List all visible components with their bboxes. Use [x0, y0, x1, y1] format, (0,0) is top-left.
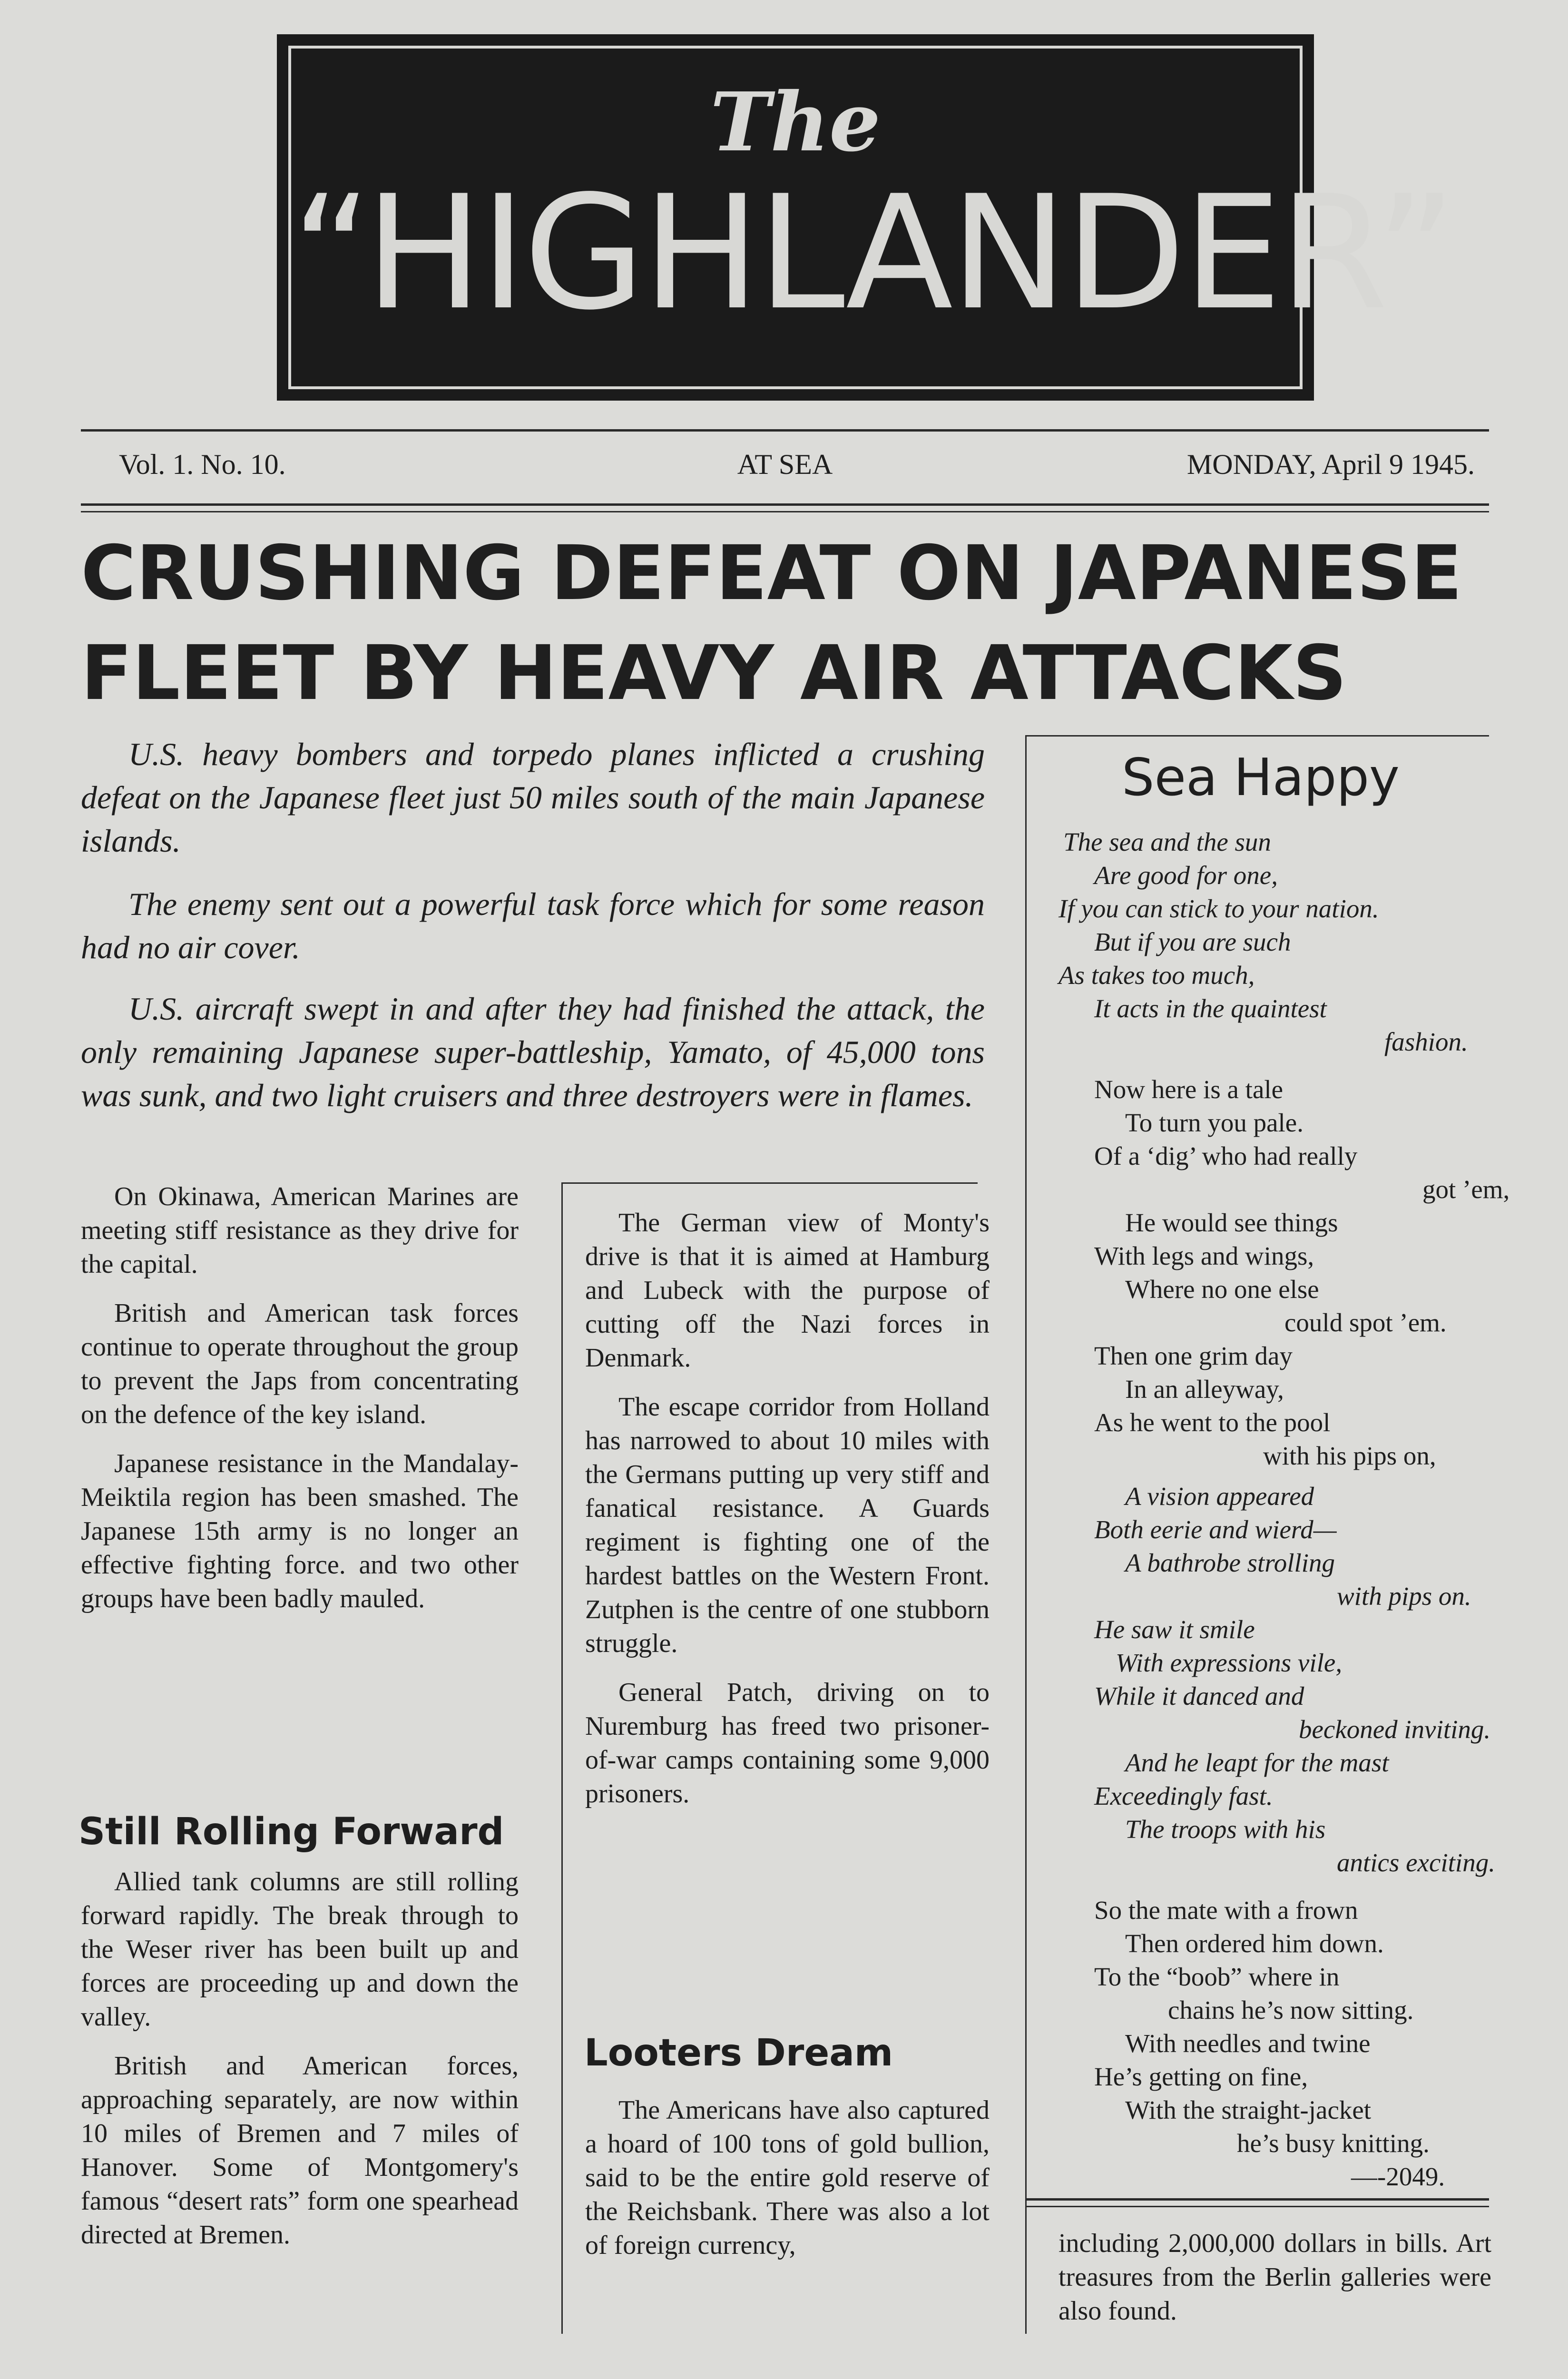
poem-line: In an alleyway,	[1125, 1375, 1284, 1404]
poem-line: Exceedingly fast.	[1094, 1781, 1273, 1810]
poem-line: chains he’s now sitting.	[1168, 1996, 1414, 2025]
column-1-top	[81, 1180, 519, 1631]
column-2-top-rule	[561, 1182, 978, 1184]
poem-line: got ’em,	[1422, 1175, 1510, 1204]
column-2-top	[585, 1206, 990, 1826]
poem-line: To turn you pale.	[1125, 1108, 1303, 1137]
masthead-title: “HIGHLANDER”	[291, 162, 1454, 344]
poem-line: With expressions vile,	[1116, 1648, 1343, 1677]
volume-number: Vol. 1. No. 10.	[119, 449, 286, 480]
poem-line: As takes too much,	[1058, 961, 1255, 990]
poem-line: He saw it smile	[1094, 1615, 1255, 1644]
poem-line: A vision appeared	[1125, 1482, 1314, 1511]
poem-line: So the mate with a frown	[1094, 1896, 1358, 1925]
info-rule-lower	[81, 511, 1489, 512]
headline-line-2: FLEET BY HEAVY AIR ATTACKS	[81, 629, 1347, 717]
info-rule-upper	[81, 503, 1489, 506]
poem-line: he’s busy knitting.	[1237, 2129, 1430, 2158]
top-rule	[81, 429, 1489, 432]
lead-paragraph-3: U.S. aircraft swept in and after they had finished the attack, the only remaining Japanese super-battleship, Yamato, of 45,000 tons was sunk, and two light cruisers and three destroyers were in flames.	[81, 991, 985, 1113]
poem-line: —-2049.	[1351, 2162, 1445, 2191]
column-divider-1	[561, 1182, 563, 2334]
poem-line: Both eerie and wierd—	[1094, 1515, 1337, 1544]
poem-line: antics exciting.	[1337, 1848, 1495, 1877]
masthead-the: The	[710, 75, 881, 170]
poem-line: The troops with his	[1125, 1815, 1326, 1844]
article-paragraph: The escape corridor from Holland has narrowed to about 10 miles with the Germans putting up very stiff and fanatical resistance. A Guards regiment is fighting one of the hardest battles on the Western Front. Zutphen is the centre of one stubborn struggle.	[585, 1392, 990, 1658]
article-paragraph: The German view of Monty's drive is that it is aimed at Hamburg and Lubeck with the purpose of cutting off the Nazi forces in Denmark.	[585, 1208, 990, 1373]
poem-line: With the straight-jacket	[1125, 2095, 1372, 2124]
poem-line: Then ordered him down.	[1125, 1929, 1384, 1958]
column-1-bottom	[81, 1865, 519, 2267]
poem-line: While it danced and	[1094, 1681, 1304, 1711]
poem-line: Then one grim day	[1094, 1341, 1293, 1370]
poem-bottom-rule-upper	[1025, 2198, 1489, 2201]
poem-line: With legs and wings,	[1094, 1241, 1314, 1270]
poem-line: Now here is a tale	[1094, 1075, 1284, 1104]
poem-line: with his pips on,	[1263, 1441, 1436, 1470]
poem-line: He would see things	[1125, 1208, 1338, 1237]
poem-line: He’s getting on fine,	[1094, 2062, 1308, 2091]
poem-line: Of a ‘dig’ who had really	[1094, 1141, 1358, 1170]
poem-line: It acts in the quaintest	[1094, 994, 1327, 1023]
article-paragraph: On Okinawa, American Marines are meeting stiff resistance as they drive for the capital.	[81, 1182, 519, 1279]
poem-line: with pips on.	[1337, 1582, 1471, 1611]
masthead-logo	[277, 34, 1454, 401]
poem-line: could spot ’em.	[1284, 1308, 1447, 1337]
column-3-bottom	[1058, 2227, 1491, 2343]
article-paragraph: General Patch, driving on to Nuremburg has freed two prisoner-of-war camps containing some 9,000 prisoners.	[585, 1678, 990, 1809]
issue-date: MONDAY, April 9 1945.	[1186, 449, 1475, 480]
poem-line: With needles and twine	[1125, 2029, 1371, 2058]
article-paragraph: British and American task forces continue to operate throughout the group to prevent the Japs from concentrating on the defence of the key island.	[81, 1298, 519, 1429]
column-2-bottom	[585, 2094, 990, 2278]
headline-line-1: CRUSHING DEFEAT ON JAPANESE	[81, 530, 1462, 617]
article-paragraph: British and American forces, approaching separately, are now within 10 miles of Bremen and 7 miles of Hanover. Some of Montgomery's famous “desert rats” form one spearhead directed at Bremen.	[81, 2051, 519, 2250]
subheading-looters-dream: Looters Dream	[584, 2032, 893, 2074]
poem-line: But if you are such	[1094, 927, 1291, 956]
lead-paragraph-2: The enemy sent out a powerful task force which for some reason had no air cover.	[81, 886, 985, 965]
lead-paragraph-1: U.S. heavy bombers and torpedo planes inflicted a crushing defeat on the Japanese fleet just 50 miles south of the main Japanese islands.	[81, 736, 985, 859]
poem-top-rule	[1025, 735, 1489, 737]
poem-line: As he went to the pool	[1094, 1408, 1331, 1437]
poem-title: Sea Happy	[1122, 748, 1400, 807]
article-paragraph: The Americans have also captured a hoard of 100 tons of gold bullion, said to be the entire gold reserve of the Reichsbank. There was also a lot of foreign currency,	[585, 2095, 990, 2260]
article-paragraph: Japanese resistance in the Mandalay-Meiktila region has been smashed. The Japanese 15th army is no longer an effective fighting force. and two other groups have been badly mauled.	[81, 1449, 519, 1613]
poem-line: Are good for one,	[1094, 861, 1278, 890]
poem-line: fashion.	[1384, 1027, 1468, 1056]
poem-line: Where no one else	[1125, 1275, 1319, 1304]
poem-line: A bathrobe strolling	[1125, 1548, 1335, 1577]
poem-line: beckoned inviting.	[1299, 1715, 1491, 1744]
article-paragraph: including 2,000,000 dollars in bills. Art treasures from the Berlin galleries were also found.	[1058, 2229, 1491, 2326]
poem-line: The sea and the sun	[1063, 827, 1271, 856]
dateline-place: AT SEA	[737, 449, 833, 480]
subheading-still-rolling-forward: Still Rolling Forward	[78, 1810, 504, 1853]
poem-line: If you can stick to your nation.	[1058, 894, 1379, 923]
poem-bottom-rule-lower	[1025, 2206, 1489, 2207]
column-divider-2	[1025, 735, 1027, 2334]
article-paragraph: Allied tank columns are still rolling forward rapidly. The break through to the Weser river has been built up and forces are proceeding up and down the valley.	[81, 1867, 519, 2032]
masthead-frame	[288, 46, 1454, 389]
poem-line: To the “boob” where in	[1094, 1962, 1340, 1991]
poem-line: And he leapt for the mast	[1125, 1748, 1389, 1777]
